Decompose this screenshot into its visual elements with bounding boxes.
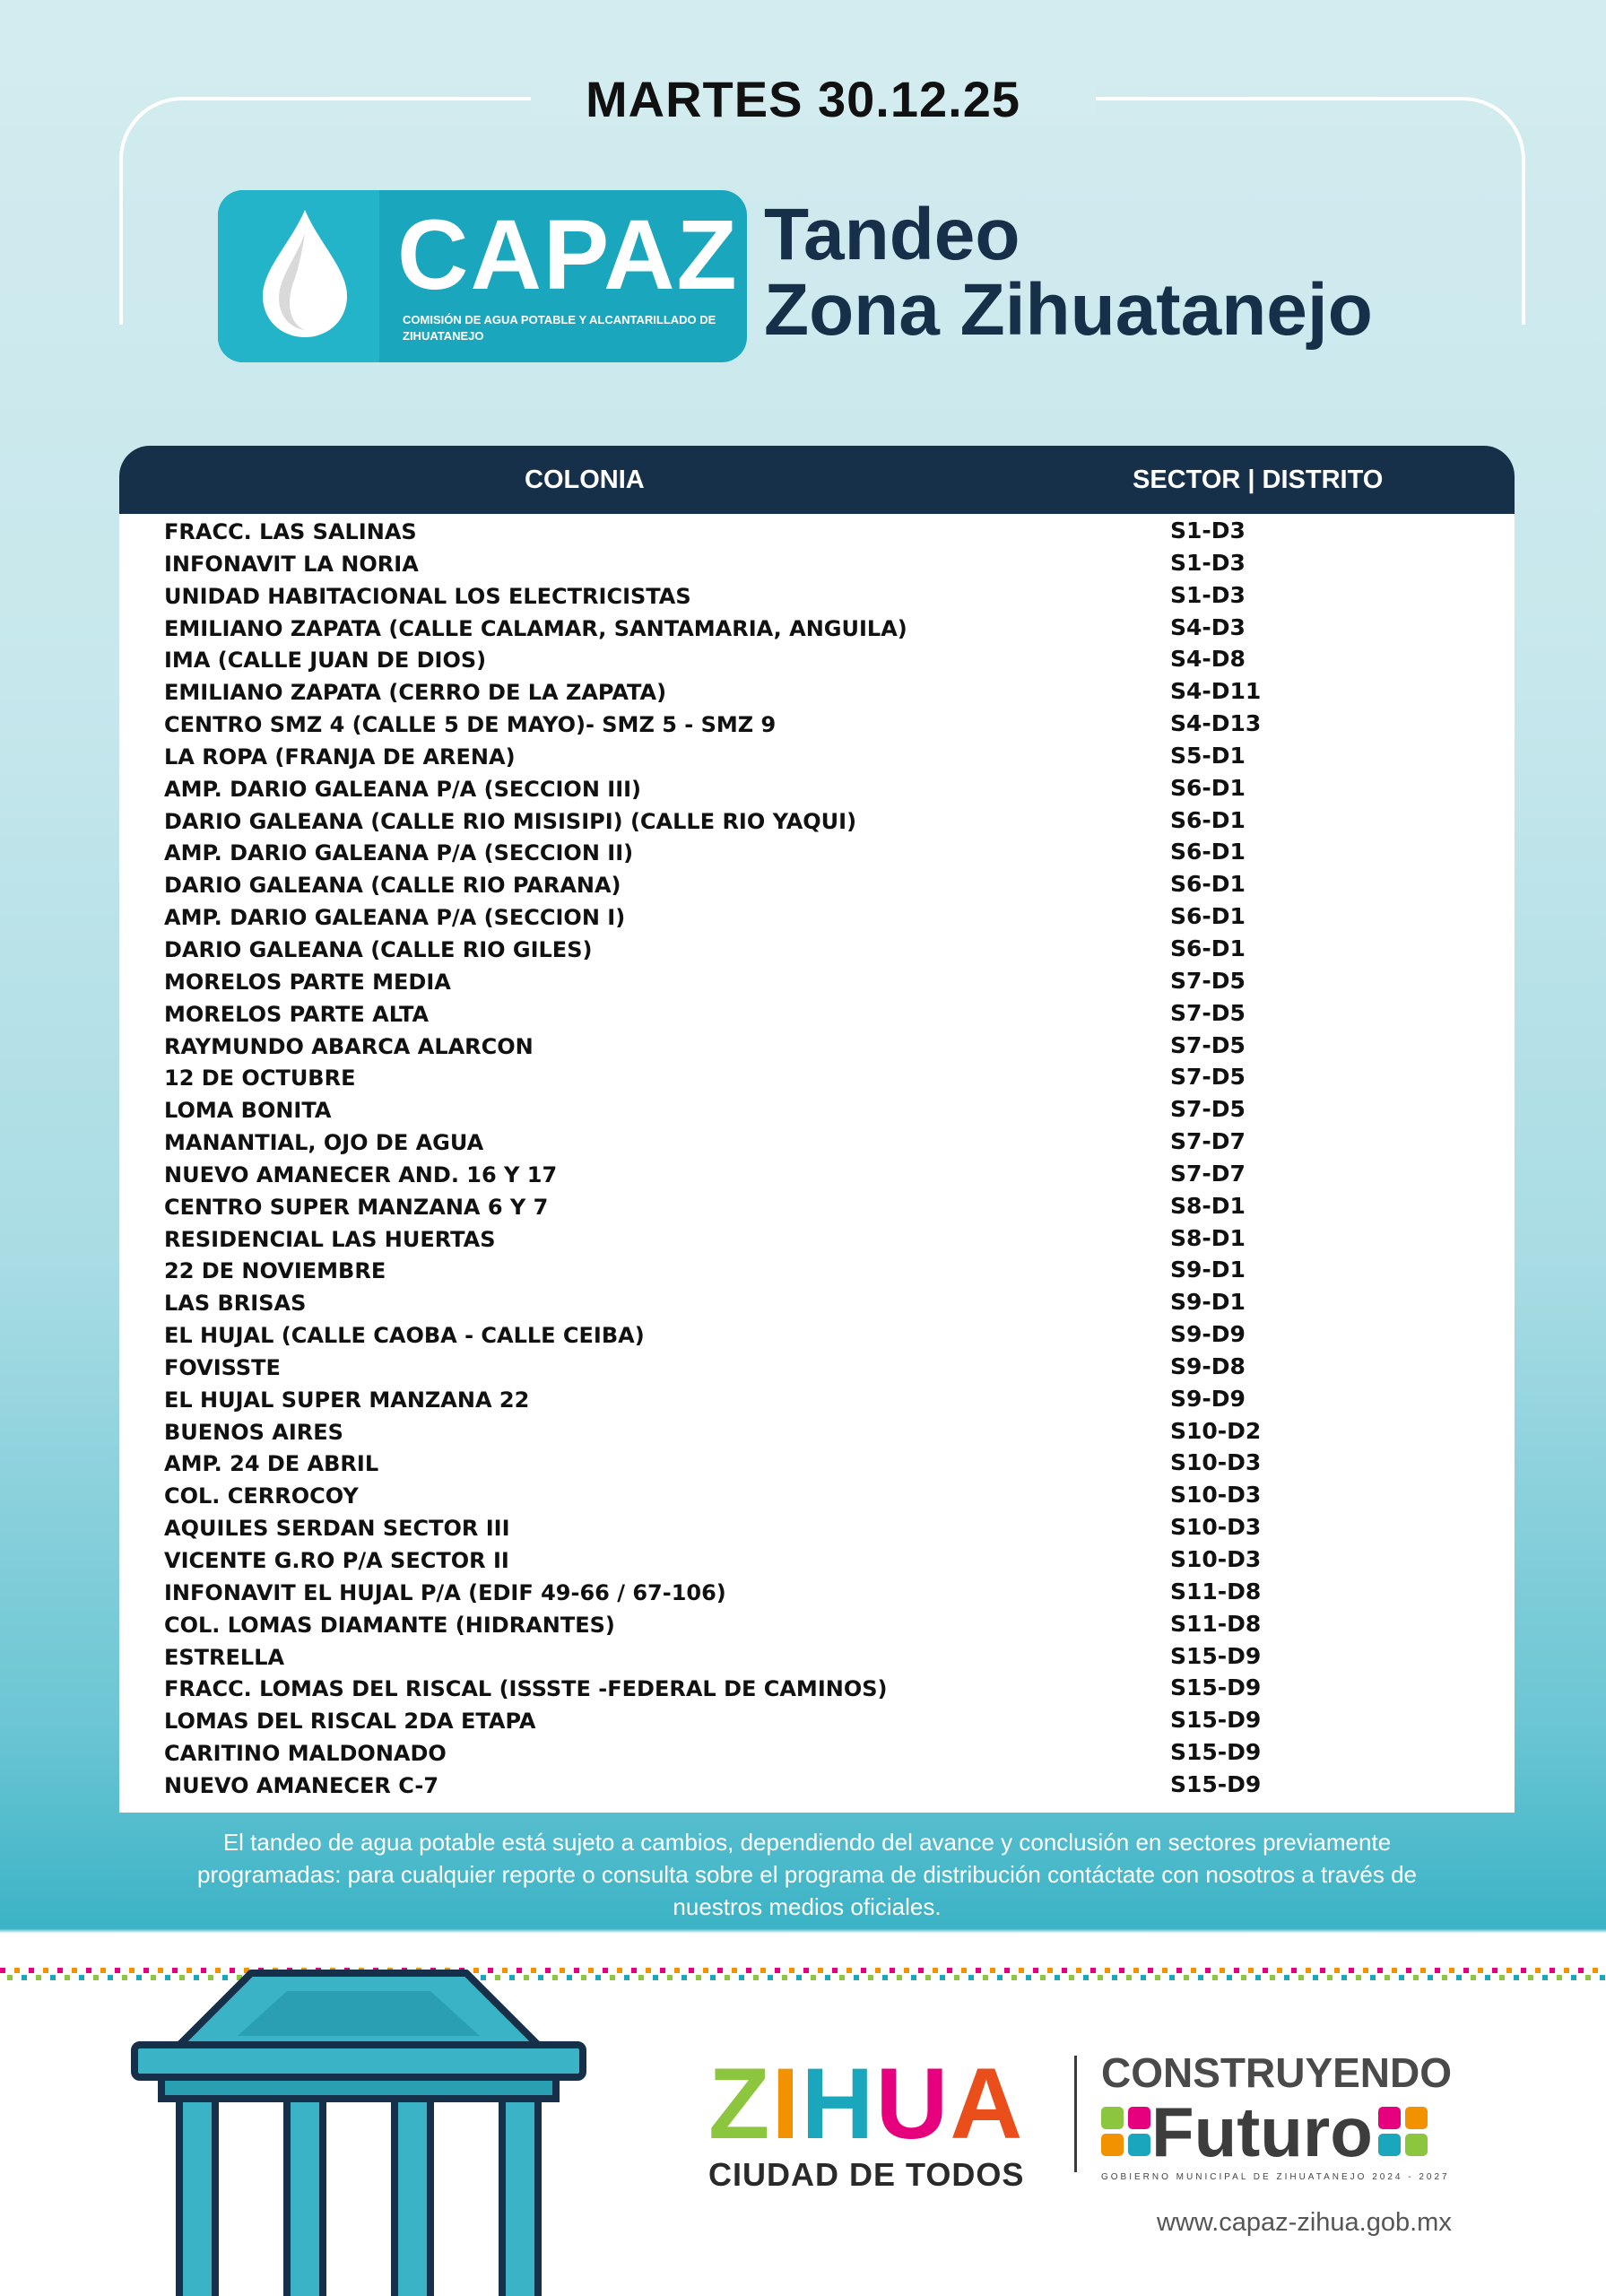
table-row	[119, 1193, 1515, 1225]
sector-cell: S8-D1	[1170, 1192, 1246, 1219]
cf-heading: CONSTRUYENDO	[1101, 2049, 1453, 2096]
table-row	[119, 582, 1515, 614]
title-line-2: Zona Zihuatanejo	[764, 269, 1373, 351]
sector-cell: S15-D9	[1170, 1707, 1262, 1734]
sector-cell: S6-D1	[1170, 774, 1246, 801]
sector-cell: S7-D7	[1170, 1128, 1246, 1155]
colonia-cell: AQUILES SERDAN SECTOR III	[164, 1516, 510, 1542]
zihua-letter: A	[950, 2048, 1025, 2160]
sector-cell: S15-D9	[1170, 1642, 1262, 1669]
schedule-table	[119, 446, 1515, 1813]
sector-cell: S6-D1	[1170, 839, 1246, 865]
colonia-cell: FRACC. LAS SALINAS	[164, 519, 417, 544]
sector-cell: S9-D9	[1170, 1385, 1246, 1412]
table-row	[119, 646, 1515, 678]
sector-cell: S5-D1	[1170, 742, 1246, 769]
table-row	[119, 903, 1515, 935]
colonia-cell: AMP. 24 DE ABRIL	[164, 1451, 379, 1477]
table-row	[119, 1514, 1515, 1546]
table-row	[119, 1064, 1515, 1096]
sector-cell: S1-D3	[1170, 517, 1246, 544]
colonia-cell: EL HUJAL SUPER MANZANA 22	[164, 1387, 530, 1413]
table-header	[119, 446, 1515, 514]
table-row	[119, 614, 1515, 647]
disclaimer-note: El tandeo de agua potable está sujeto a cambios, dependiendo del avance y conclusión en sectores previamente programadas: para cualquier reporte o consulta sobre el programa de distribución contáctate con nosotros a través de nuestros medios oficiales.	[197, 1829, 1417, 1920]
colonia-cell: MANANTIAL, OJO DE AGUA	[164, 1130, 484, 1156]
zihua-letter: I	[771, 2048, 802, 2160]
sector-cell: S9-D1	[1170, 1257, 1246, 1283]
sector-cell: S10-D3	[1170, 1482, 1262, 1509]
page-title	[764, 194, 1373, 351]
colonia-cell: NUEVO AMANECER AND. 16 Y 17	[164, 1161, 558, 1187]
colonia-cell: INFONAVIT EL HUJAL P/A (EDIF 49-66 / 67-106)	[164, 1579, 726, 1605]
sector-cell: S15-D9	[1170, 1739, 1262, 1766]
government-building-icon	[117, 1946, 601, 2296]
sector-cell: S11-D8	[1170, 1610, 1262, 1637]
sector-cell: S10-D3	[1170, 1449, 1262, 1476]
sector-cell: S4-D3	[1170, 613, 1246, 640]
table-row	[119, 1546, 1515, 1578]
table-row	[119, 1225, 1515, 1257]
table-row	[119, 1578, 1515, 1611]
colonia-cell: BUENOS AIRES	[164, 1419, 343, 1445]
colonia-cell: LAS BRISAS	[164, 1291, 307, 1317]
capaz-subtitle: COMISIÓN DE AGUA POTABLE Y ALCANTARILLADO DE ZIHUATANEJO	[403, 313, 716, 343]
colonia-cell: AMP. DARIO GALEANA P/A (SECCION III)	[164, 776, 642, 802]
table-row	[119, 1674, 1515, 1707]
table-row	[119, 1449, 1515, 1482]
table-row	[119, 517, 1515, 550]
colonia-cell: CENTRO SUPER MANZANA 6 Y 7	[164, 1194, 549, 1220]
colonia-cell: EL HUJAL (CALLE CAOBA - CALLE CEIBA)	[164, 1323, 645, 1349]
sector-cell: S7-D5	[1170, 1064, 1246, 1091]
colonia-cell: VICENTE G.RO P/A SECTOR II	[164, 1548, 509, 1573]
colonia-cell: LOMA BONITA	[164, 1098, 332, 1124]
table-row	[119, 1128, 1515, 1161]
column-header-colonia: COLONIA	[525, 465, 645, 494]
sector-cell: S7-D7	[1170, 1160, 1246, 1187]
colonia-cell: AMP. DARIO GALEANA P/A (SECCION II)	[164, 840, 634, 866]
table-row	[119, 935, 1515, 968]
table-row	[119, 1289, 1515, 1321]
table-row	[119, 1353, 1515, 1386]
sector-cell: S10-D3	[1170, 1546, 1262, 1572]
colonia-cell: INFONAVIT LA NORIA	[164, 551, 419, 577]
zihua-letter: H	[801, 2048, 876, 2160]
colored-squares-icon-2	[1378, 2107, 1428, 2157]
colonia-cell: MORELOS PARTE ALTA	[164, 1001, 430, 1027]
table-row	[119, 1707, 1515, 1739]
colonia-cell: RAYMUNDO ABARCA ALARCON	[164, 1033, 534, 1059]
table-row	[119, 1418, 1515, 1450]
column-header-sector: SECTOR | DISTRITO	[1133, 465, 1384, 494]
sector-cell: S4-D13	[1170, 710, 1262, 737]
sector-cell: S7-D5	[1170, 999, 1246, 1026]
colored-squares-icon	[1101, 2107, 1151, 2157]
sector-cell: S1-D3	[1170, 549, 1246, 576]
sector-cell: S7-D5	[1170, 967, 1246, 994]
sector-cell: S4-D11	[1170, 678, 1262, 705]
table-row	[119, 1643, 1515, 1675]
cf-subtitle: GOBIERNO MUNICIPAL DE ZIHUATANEJO 2024 - 2027	[1101, 2172, 1450, 2182]
sector-cell: S15-D9	[1170, 1674, 1262, 1701]
table-row	[119, 1032, 1515, 1065]
date-heading: MARTES 30.12.25	[586, 71, 1020, 127]
sector-cell: S6-D1	[1170, 871, 1246, 898]
colonia-cell: DARIO GALEANA (CALLE RIO GILES)	[164, 936, 593, 962]
table-row	[119, 871, 1515, 903]
table-row	[119, 710, 1515, 743]
construyendo-futuro-logo	[1101, 2049, 1453, 2182]
zihua-tagline: CIUDAD DE TODOS	[708, 2156, 1025, 2193]
table-row	[119, 550, 1515, 582]
colonia-cell: ESTRELLA	[164, 1644, 285, 1670]
website-url[interactable]: www.capaz-zihua.gob.mx	[1157, 2208, 1452, 2237]
colonia-cell: MORELOS PARTE MEDIA	[164, 969, 451, 995]
table-row	[119, 1321, 1515, 1353]
zihua-letter: Z	[708, 2048, 772, 2160]
table-row	[119, 1482, 1515, 1514]
colonia-cell: COL. LOMAS DIAMANTE (HIDRANTES)	[164, 1612, 615, 1638]
zihua-wordmark	[708, 2048, 1025, 2160]
zihua-letter: U	[875, 2048, 951, 2160]
colonia-cell: 12 DE OCTUBRE	[164, 1065, 356, 1091]
colonia-cell: EMILIANO ZAPATA (CERRO DE LA ZAPATA)	[164, 680, 667, 706]
colonia-cell: CENTRO SMZ 4 (CALLE 5 DE MAYO)- SMZ 5 - SMZ 9	[164, 712, 777, 738]
logo-divider	[1074, 2056, 1077, 2172]
sector-cell: S9-D9	[1170, 1321, 1246, 1348]
colonia-cell: 22 DE NOVIEMBRE	[164, 1258, 386, 1284]
table-row	[119, 1161, 1515, 1193]
table-row	[119, 743, 1515, 775]
colonia-cell: COL. CERROCOY	[164, 1483, 359, 1509]
colonia-cell: LOMAS DEL RISCAL 2DA ETAPA	[164, 1709, 536, 1735]
table-body	[119, 517, 1515, 1804]
cf-futuro-word: Futuro	[1151, 2092, 1373, 2171]
colonia-cell: FOVISSTE	[164, 1354, 281, 1380]
table-row	[119, 1000, 1515, 1032]
table-row	[119, 968, 1515, 1000]
colonia-cell: LA ROPA (FRANJA DE ARENA)	[164, 744, 516, 770]
table-row	[119, 839, 1515, 871]
colonia-cell: EMILIANO ZAPATA (CALLE CALAMAR, SANTAMARIA, ANGUILA)	[164, 615, 907, 641]
colonia-cell: UNIDAD HABITACIONAL LOS ELECTRICISTAS	[164, 583, 691, 609]
title-line-1: Tandeo	[764, 194, 1020, 275]
table-row	[119, 1771, 1515, 1804]
capaz-logo	[218, 190, 747, 362]
sector-cell: S1-D3	[1170, 581, 1246, 608]
colonia-cell: DARIO GALEANA (CALLE RIO MISISIPI) (CALLE RIO YAQUI)	[164, 808, 857, 834]
table-row	[119, 1739, 1515, 1771]
sector-cell: S10-D2	[1170, 1417, 1262, 1444]
table-row	[119, 1386, 1515, 1418]
capaz-wordmark: CAPAZ	[397, 200, 739, 310]
colonia-cell: RESIDENCIAL LAS HUERTAS	[164, 1226, 496, 1252]
sector-cell: S15-D9	[1170, 1770, 1262, 1797]
sector-cell: S7-D5	[1170, 1096, 1246, 1123]
table-row	[119, 1257, 1515, 1289]
sector-cell: S9-D8	[1170, 1352, 1246, 1379]
sector-cell: S11-D8	[1170, 1578, 1262, 1605]
table-row	[119, 1611, 1515, 1643]
colonia-cell: AMP. DARIO GALEANA P/A (SECCION I)	[164, 905, 626, 931]
colonia-cell: FRACC. LOMAS DEL RISCAL (ISSSTE -FEDERAL DE CAMINOS)	[164, 1676, 888, 1702]
sector-cell: S4-D8	[1170, 646, 1246, 673]
table-row	[119, 807, 1515, 839]
table-row	[119, 775, 1515, 807]
table-row	[119, 678, 1515, 710]
sector-cell: S6-D1	[1170, 935, 1246, 961]
colonia-cell: DARIO GALEANA (CALLE RIO PARANA)	[164, 873, 621, 899]
sector-cell: S8-D1	[1170, 1224, 1246, 1251]
cf-futuro-row	[1101, 2092, 1452, 2171]
colonia-cell: CARITINO MALDONADO	[164, 1741, 447, 1767]
sector-cell: S6-D1	[1170, 806, 1246, 833]
sector-cell: S7-D5	[1170, 1031, 1246, 1058]
sector-cell: S6-D1	[1170, 903, 1246, 930]
table-row	[119, 1096, 1515, 1128]
colonia-cell: IMA (CALLE JUAN DE DIOS)	[164, 648, 487, 674]
water-drop-icon	[256, 206, 354, 341]
zihua-logo	[708, 2048, 1025, 2194]
sector-cell: S9-D1	[1170, 1289, 1246, 1316]
sector-cell: S10-D3	[1170, 1514, 1262, 1541]
colonia-cell: NUEVO AMANECER C-7	[164, 1772, 439, 1798]
